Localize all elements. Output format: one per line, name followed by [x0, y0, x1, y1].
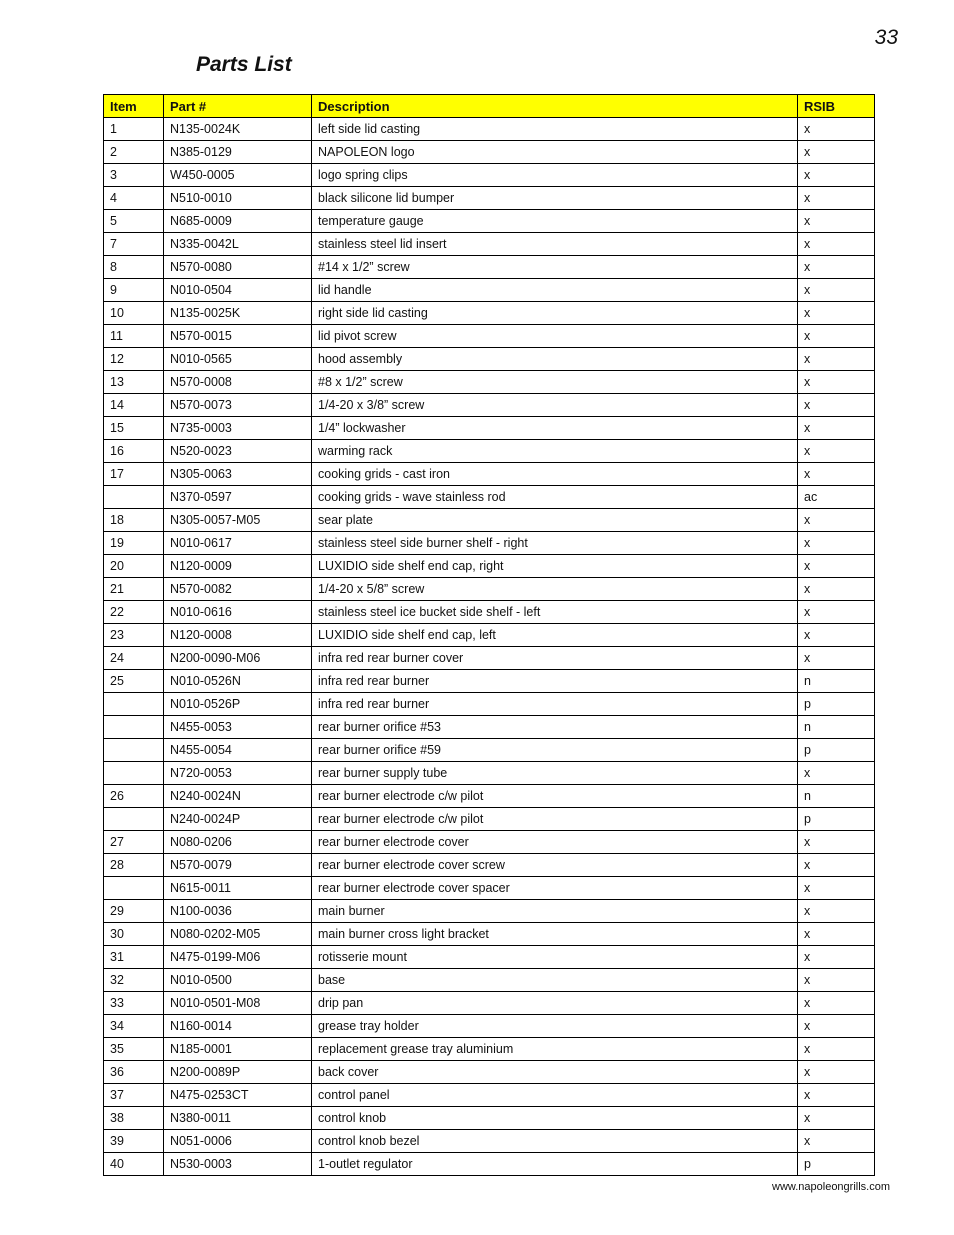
column-header-part-number: Part # — [164, 95, 312, 118]
rsib-cell: p — [798, 808, 875, 831]
description-cell: back cover — [312, 1061, 798, 1084]
part-number-cell: N010-0616 — [164, 601, 312, 624]
item-cell: 40 — [104, 1153, 164, 1176]
table-row — [104, 785, 875, 808]
part-number-cell: N615-0011 — [164, 877, 312, 900]
table-row — [104, 877, 875, 900]
rsib-cell: x — [798, 647, 875, 670]
description-cell: rear burner supply tube — [312, 762, 798, 785]
description-cell: right side lid casting — [312, 302, 798, 325]
rsib-cell: x — [798, 992, 875, 1015]
rsib-cell: x — [798, 256, 875, 279]
rsib-cell: x — [798, 325, 875, 348]
description-cell: grease tray holder — [312, 1015, 798, 1038]
table-row — [104, 555, 875, 578]
item-cell — [104, 716, 164, 739]
item-cell: 39 — [104, 1130, 164, 1153]
item-cell: 26 — [104, 785, 164, 808]
item-cell — [104, 808, 164, 831]
part-number-cell: N100-0036 — [164, 900, 312, 923]
table-row — [104, 969, 875, 992]
item-cell: 33 — [104, 992, 164, 1015]
table-row — [104, 141, 875, 164]
part-number-cell: N200-0089P — [164, 1061, 312, 1084]
part-number-cell: N475-0253CT — [164, 1084, 312, 1107]
table-row — [104, 302, 875, 325]
rsib-cell: x — [798, 394, 875, 417]
table-row — [104, 532, 875, 555]
rsib-cell: x — [798, 624, 875, 647]
part-number-cell: N570-0079 — [164, 854, 312, 877]
part-number-cell: N570-0015 — [164, 325, 312, 348]
column-header-item: Item — [104, 95, 164, 118]
part-number-cell: N520-0023 — [164, 440, 312, 463]
table-row — [104, 279, 875, 302]
item-cell — [104, 739, 164, 762]
item-cell: 19 — [104, 532, 164, 555]
item-cell — [104, 877, 164, 900]
table-row — [104, 1084, 875, 1107]
item-cell: 5 — [104, 210, 164, 233]
part-number-cell: N160-0014 — [164, 1015, 312, 1038]
rsib-cell: x — [798, 463, 875, 486]
part-number-cell: N240-0024N — [164, 785, 312, 808]
description-cell: 1-outlet regulator — [312, 1153, 798, 1176]
part-number-cell: N370-0597 — [164, 486, 312, 509]
table-row — [104, 164, 875, 187]
item-cell: 10 — [104, 302, 164, 325]
table-row — [104, 233, 875, 256]
description-cell: rear burner orifice #59 — [312, 739, 798, 762]
table-row — [104, 900, 875, 923]
part-number-cell: N240-0024P — [164, 808, 312, 831]
rsib-cell: x — [798, 371, 875, 394]
table-row — [104, 624, 875, 647]
part-number-cell: N010-0504 — [164, 279, 312, 302]
item-cell: 1 — [104, 118, 164, 141]
rsib-cell: x — [798, 141, 875, 164]
rsib-cell: x — [798, 118, 875, 141]
table-row — [104, 992, 875, 1015]
part-number-cell: N200-0090-M06 — [164, 647, 312, 670]
table-row — [104, 647, 875, 670]
description-cell: infra red rear burner — [312, 693, 798, 716]
item-cell — [104, 693, 164, 716]
rsib-cell: x — [798, 900, 875, 923]
item-cell: 23 — [104, 624, 164, 647]
table-row — [104, 440, 875, 463]
rsib-cell: x — [798, 279, 875, 302]
part-number-cell: N120-0008 — [164, 624, 312, 647]
rsib-cell: x — [798, 440, 875, 463]
item-cell: 11 — [104, 325, 164, 348]
description-cell: 1/4-20 x 3/8” screw — [312, 394, 798, 417]
item-cell: 21 — [104, 578, 164, 601]
description-cell: hood assembly — [312, 348, 798, 371]
item-cell: 3 — [104, 164, 164, 187]
item-cell: 4 — [104, 187, 164, 210]
part-number-cell: N380-0011 — [164, 1107, 312, 1130]
description-cell: rotisserie mount — [312, 946, 798, 969]
rsib-cell: p — [798, 693, 875, 716]
item-cell: 18 — [104, 509, 164, 532]
part-number-cell: N385-0129 — [164, 141, 312, 164]
rsib-cell: ac — [798, 486, 875, 509]
table-row — [104, 187, 875, 210]
part-number-cell: N010-0501-M08 — [164, 992, 312, 1015]
table-row — [104, 509, 875, 532]
description-cell: warming rack — [312, 440, 798, 463]
item-cell: 32 — [104, 969, 164, 992]
rsib-cell: x — [798, 233, 875, 256]
part-number-cell: N685-0009 — [164, 210, 312, 233]
rsib-cell: p — [798, 739, 875, 762]
description-cell: stainless steel side burner shelf - right — [312, 532, 798, 555]
item-cell: 29 — [104, 900, 164, 923]
rsib-cell: x — [798, 532, 875, 555]
table-row — [104, 1061, 875, 1084]
description-cell: infra red rear burner — [312, 670, 798, 693]
table-row — [104, 946, 875, 969]
item-cell: 25 — [104, 670, 164, 693]
rsib-cell: x — [798, 601, 875, 624]
rsib-cell: x — [798, 578, 875, 601]
description-cell: stainless steel lid insert — [312, 233, 798, 256]
table-row — [104, 601, 875, 624]
description-cell: rear burner electrode c/w pilot — [312, 808, 798, 831]
item-cell: 30 — [104, 923, 164, 946]
description-cell: control panel — [312, 1084, 798, 1107]
table-row — [104, 716, 875, 739]
part-number-cell: N010-0617 — [164, 532, 312, 555]
part-number-cell: N120-0009 — [164, 555, 312, 578]
rsib-cell: x — [798, 1038, 875, 1061]
part-number-cell: N051-0006 — [164, 1130, 312, 1153]
rsib-cell: x — [798, 210, 875, 233]
item-cell: 17 — [104, 463, 164, 486]
table-row — [104, 1153, 875, 1176]
table-row — [104, 739, 875, 762]
rsib-cell: x — [798, 877, 875, 900]
item-cell: 7 — [104, 233, 164, 256]
table-row — [104, 923, 875, 946]
table-row — [104, 486, 875, 509]
table-row — [104, 670, 875, 693]
part-number-cell: N735-0003 — [164, 417, 312, 440]
rsib-cell: x — [798, 923, 875, 946]
table-row — [104, 854, 875, 877]
part-number-cell: N305-0057-M05 — [164, 509, 312, 532]
description-cell: 1/4” lockwasher — [312, 417, 798, 440]
column-header-description: Description — [312, 95, 798, 118]
rsib-cell: x — [798, 187, 875, 210]
description-cell: #8 x 1/2” screw — [312, 371, 798, 394]
table-row — [104, 371, 875, 394]
part-number-cell: N455-0054 — [164, 739, 312, 762]
rsib-cell: x — [798, 946, 875, 969]
table-row — [104, 1015, 875, 1038]
description-cell: rear burner orifice #53 — [312, 716, 798, 739]
part-number-cell: N010-0500 — [164, 969, 312, 992]
description-cell: LUXIDIO side shelf end cap, right — [312, 555, 798, 578]
part-number-cell: N010-0565 — [164, 348, 312, 371]
description-cell: left side lid casting — [312, 118, 798, 141]
part-number-cell: N570-0082 — [164, 578, 312, 601]
item-cell: 20 — [104, 555, 164, 578]
part-number-cell: N455-0053 — [164, 716, 312, 739]
description-cell: NAPOLEON logo — [312, 141, 798, 164]
rsib-cell: n — [798, 716, 875, 739]
table-row — [104, 463, 875, 486]
table-row — [104, 693, 875, 716]
item-cell: 2 — [104, 141, 164, 164]
item-cell: 35 — [104, 1038, 164, 1061]
item-cell: 24 — [104, 647, 164, 670]
item-cell: 16 — [104, 440, 164, 463]
part-number-cell: N570-0080 — [164, 256, 312, 279]
table-row — [104, 394, 875, 417]
part-number-cell: N335-0042L — [164, 233, 312, 256]
table-row — [104, 1107, 875, 1130]
item-cell: 15 — [104, 417, 164, 440]
table-header-row — [104, 95, 875, 118]
description-cell: cooking grids - wave stainless rod — [312, 486, 798, 509]
parts-table-body — [104, 118, 875, 1176]
part-number-cell: N135-0024K — [164, 118, 312, 141]
item-cell: 22 — [104, 601, 164, 624]
part-number-cell: N305-0063 — [164, 463, 312, 486]
description-cell: drip pan — [312, 992, 798, 1015]
item-cell: 37 — [104, 1084, 164, 1107]
column-header-rsib: RSIB — [798, 95, 875, 118]
description-cell: black silicone lid bumper — [312, 187, 798, 210]
part-number-cell: W450-0005 — [164, 164, 312, 187]
rsib-cell: x — [798, 762, 875, 785]
part-number-cell: N010-0526P — [164, 693, 312, 716]
rsib-cell: x — [798, 831, 875, 854]
description-cell: rear burner electrode cover — [312, 831, 798, 854]
part-number-cell: N570-0073 — [164, 394, 312, 417]
parts-table — [103, 94, 875, 1176]
part-number-cell: N720-0053 — [164, 762, 312, 785]
part-number-cell: N080-0206 — [164, 831, 312, 854]
description-cell: rear burner electrode cover screw — [312, 854, 798, 877]
rsib-cell: x — [798, 1084, 875, 1107]
item-cell: 12 — [104, 348, 164, 371]
page-number: 33 — [874, 26, 898, 49]
description-cell: control knob bezel — [312, 1130, 798, 1153]
rsib-cell: n — [798, 670, 875, 693]
item-cell: 38 — [104, 1107, 164, 1130]
description-cell: rear burner electrode c/w pilot — [312, 785, 798, 808]
table-row — [104, 808, 875, 831]
description-cell: control knob — [312, 1107, 798, 1130]
description-cell: LUXIDIO side shelf end cap, left — [312, 624, 798, 647]
table-row — [104, 417, 875, 440]
item-cell: 31 — [104, 946, 164, 969]
rsib-cell: x — [798, 1015, 875, 1038]
rsib-cell: x — [798, 854, 875, 877]
rsib-cell: x — [798, 1130, 875, 1153]
part-number-cell: N080-0202-M05 — [164, 923, 312, 946]
item-cell: 36 — [104, 1061, 164, 1084]
description-cell: main burner — [312, 900, 798, 923]
description-cell: lid handle — [312, 279, 798, 302]
table-row — [104, 210, 875, 233]
page-title: Parts List — [196, 53, 292, 76]
rsib-cell: x — [798, 555, 875, 578]
description-cell: logo spring clips — [312, 164, 798, 187]
item-cell: 13 — [104, 371, 164, 394]
table-row — [104, 118, 875, 141]
description-cell: temperature gauge — [312, 210, 798, 233]
rsib-cell: x — [798, 164, 875, 187]
description-cell: stainless steel ice bucket side shelf - left — [312, 601, 798, 624]
item-cell: 27 — [104, 831, 164, 854]
part-number-cell: N510-0010 — [164, 187, 312, 210]
rsib-cell: x — [798, 1107, 875, 1130]
rsib-cell: x — [798, 417, 875, 440]
description-cell: main burner cross light bracket — [312, 923, 798, 946]
part-number-cell: N010-0526N — [164, 670, 312, 693]
table-row — [104, 1038, 875, 1061]
table-row — [104, 1130, 875, 1153]
rsib-cell: n — [798, 785, 875, 808]
item-cell: 14 — [104, 394, 164, 417]
item-cell: 28 — [104, 854, 164, 877]
item-cell — [104, 486, 164, 509]
description-cell: 1/4-20 x 5/8” screw — [312, 578, 798, 601]
footer-website: www.napoleongrills.com — [772, 1181, 890, 1193]
table-row — [104, 578, 875, 601]
description-cell: cooking grids - cast iron — [312, 463, 798, 486]
rsib-cell: x — [798, 509, 875, 532]
part-number-cell: N570-0008 — [164, 371, 312, 394]
table-row — [104, 325, 875, 348]
table-row — [104, 348, 875, 371]
part-number-cell: N185-0001 — [164, 1038, 312, 1061]
part-number-cell: N530-0003 — [164, 1153, 312, 1176]
item-cell: 8 — [104, 256, 164, 279]
rsib-cell: x — [798, 302, 875, 325]
item-cell: 34 — [104, 1015, 164, 1038]
description-cell: sear plate — [312, 509, 798, 532]
table-row — [104, 762, 875, 785]
part-number-cell: N475-0199-M06 — [164, 946, 312, 969]
part-number-cell: N135-0025K — [164, 302, 312, 325]
rsib-cell: p — [798, 1153, 875, 1176]
rsib-cell: x — [798, 348, 875, 371]
rsib-cell: x — [798, 1061, 875, 1084]
item-cell: 9 — [104, 279, 164, 302]
table-row — [104, 831, 875, 854]
description-cell: base — [312, 969, 798, 992]
rsib-cell: x — [798, 969, 875, 992]
description-cell: #14 x 1/2” screw — [312, 256, 798, 279]
description-cell: rear burner electrode cover spacer — [312, 877, 798, 900]
description-cell: lid pivot screw — [312, 325, 798, 348]
item-cell — [104, 762, 164, 785]
description-cell: infra red rear burner cover — [312, 647, 798, 670]
description-cell: replacement grease tray aluminium — [312, 1038, 798, 1061]
table-row — [104, 256, 875, 279]
